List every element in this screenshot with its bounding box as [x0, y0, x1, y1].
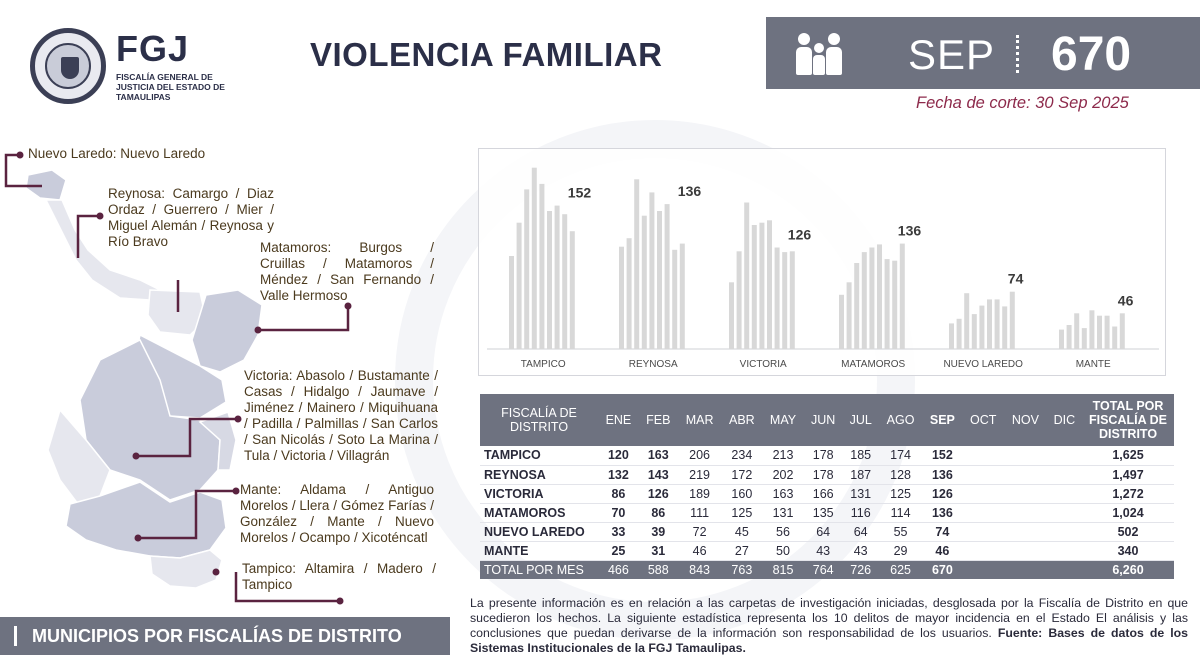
bar-reynosa-may [649, 192, 654, 349]
bar-mante-ene [1059, 330, 1064, 349]
data-label-nuevo-laredo: 74 [1007, 270, 1024, 287]
row-value-mar: 206 [689, 448, 711, 463]
row-value-jul: 116 [850, 505, 871, 520]
bar-reynosa-ene [619, 247, 624, 349]
row-value-may: 131 [772, 505, 794, 520]
row-value-mar: 189 [689, 486, 711, 501]
table-footer-row [480, 560, 1174, 579]
bar-matamoros-jun [877, 244, 882, 349]
bar-nuevo-laredo-may [979, 306, 984, 349]
row-value-may: 213 [772, 448, 794, 463]
header-month-may: MAY [769, 413, 797, 427]
bar-tampico-mar [524, 189, 529, 349]
fgj-logo [30, 28, 225, 108]
row-value-dic [1047, 503, 1082, 522]
bar-nuevo-laredo-abr [972, 314, 977, 349]
row-value-may: 815 [772, 562, 794, 577]
row-total: 1,272 [1112, 486, 1144, 501]
category-label-victoria: VICTORIA [739, 359, 787, 370]
bar-victoria-ago [782, 252, 787, 349]
row-value-jun: 135 [812, 505, 834, 520]
row-value-sep: 126 [931, 486, 953, 501]
table-row [480, 541, 1174, 560]
table-header-row [480, 394, 1174, 446]
header-month-sep: SEP [929, 413, 955, 427]
row-value-oct [962, 484, 1004, 503]
row-value-abr: 763 [731, 562, 753, 577]
row-value-jul: 43 [853, 543, 868, 558]
bar-reynosa-jul [665, 204, 670, 349]
row-value-mar: 46 [692, 543, 707, 558]
row-value-dic [1047, 522, 1082, 541]
kpi-divider [1016, 35, 1019, 73]
row-value-mar: 219 [689, 467, 711, 482]
family-icon [796, 31, 844, 77]
category-label-matamoros: MATAMOROS [841, 359, 906, 370]
bar-tampico-sep [570, 231, 575, 349]
bar-mante-jul [1105, 316, 1110, 349]
row-value-dic [1047, 465, 1082, 484]
bar-mante-abr [1082, 328, 1087, 349]
header-month-jul: JUL [849, 413, 872, 427]
region-label-nuevo-laredo: Nuevo Laredo: Nuevo Laredo [28, 146, 206, 161]
table-row [480, 465, 1174, 484]
header-fiscalia: FISCALÍA DE DISTRITO [501, 406, 577, 434]
row-value-feb: 31 [651, 543, 666, 558]
row-value-nov [1004, 503, 1047, 522]
bar-mante-sep [1120, 313, 1125, 349]
note-text: La presente información es en relación a las carpetas de investigación iniciadas, desglosada por la Fiscalía de Distrito en que sucedieron los hechos. La siguiente estadística representa los 10 delitos de mayor incidencia en el Estado El análisis y las conclusiones que puedan derivarse de la información son responsabilidad de los usuarios. [470, 596, 1188, 640]
row-total: 6,260 [1112, 562, 1144, 577]
bar-mante-feb [1067, 325, 1072, 349]
row-value-ene: 120 [607, 448, 629, 463]
row-value-feb: 588 [647, 562, 669, 577]
row-value-abr: 234 [731, 448, 753, 463]
data-label-reynosa: 136 [677, 183, 702, 200]
row-value-sep: 46 [935, 543, 950, 558]
row-value-jun: 178 [812, 448, 834, 463]
bar-victoria-sep [790, 251, 795, 349]
row-value-dic [1047, 560, 1082, 579]
bar-victoria-jul [775, 248, 780, 350]
row-value-ago: 29 [893, 543, 908, 558]
bar-matamoros-sep [900, 244, 905, 349]
bar-nuevo-laredo-sep [1010, 292, 1015, 349]
bar-nuevo-laredo-feb [957, 319, 962, 349]
bar-tampico-abr [532, 168, 537, 349]
header-month-mar: MAR [685, 413, 714, 427]
banner-accent-bar [14, 626, 17, 646]
row-value-ene: 33 [611, 524, 626, 539]
row-value-mar: 843 [689, 562, 711, 577]
table-row [480, 484, 1174, 503]
row-value-abr: 160 [731, 486, 753, 501]
row-value-nov [1004, 522, 1047, 541]
bar-reynosa-ago [672, 250, 677, 349]
bar-matamoros-may [869, 248, 874, 350]
table-row [480, 446, 1174, 465]
monthly-kpi-box [766, 17, 1200, 89]
row-value-may: 56 [776, 524, 790, 539]
header-month-dic: DIC [1053, 413, 1076, 427]
bar-matamoros-jul [885, 259, 890, 349]
bar-tampico-ene [509, 256, 514, 349]
header-month-ene: ENE [605, 413, 632, 427]
districts-banner [0, 617, 450, 655]
bar-mante-may [1089, 310, 1094, 349]
row-value-ene: 25 [611, 543, 626, 558]
header-month-ago: AGO [886, 413, 915, 427]
row-value-nov [1004, 484, 1047, 503]
bar-matamoros-ago [892, 261, 897, 349]
bar-tampico-ago [562, 214, 567, 349]
district-monthly-table [480, 394, 1174, 579]
data-label-matamoros: 136 [897, 222, 922, 239]
bar-matamoros-mar [854, 263, 859, 349]
header-month-abr: ABR [729, 413, 755, 427]
row-value-jul: 726 [850, 562, 872, 577]
row-value-ago: 128 [890, 467, 911, 482]
bar-victoria-ene [729, 282, 734, 349]
row-value-abr: 172 [731, 467, 753, 482]
bar-mante-mar [1074, 313, 1079, 349]
bar-tampico-feb [517, 223, 522, 349]
monthly-bar-chart [478, 148, 1166, 376]
bar-tampico-may [539, 184, 544, 349]
row-value-abr: 45 [734, 524, 749, 539]
bar-nuevo-laredo-jun [987, 299, 992, 349]
region-label-matamoros: Matamoros: Burgos / Cruillas / Matamoros / Méndez / San Fernando / Valle Hermoso [260, 240, 434, 303]
row-total: 1,625 [1112, 448, 1144, 463]
kpi-total: 670 [1051, 28, 1132, 81]
row-value-jun: 43 [816, 543, 831, 558]
bar-mante-ago [1112, 327, 1117, 350]
region-label-victoria: Victoria: Abasolo / Bustamante / Casas / Hidalgo / Jaumave / Jiménez / Mainero / Miquihuana / Padilla / Palmillas / San Carlos / San Nicolás / Soto La Marina / Tula / Victoria / Villagrán [244, 368, 438, 463]
region-label-mante: Mante: Aldama / Antiguo Morelos / Llera / Gómez Farías / González / Mante / Nuevo Morelos / Ocampo / Xicoténcatl [240, 482, 434, 545]
bar-tampico-jul [555, 206, 560, 349]
banner-text: MUNICIPIOS POR FISCALÍAS DE DISTRITO [32, 626, 402, 646]
row-district-name: TAMPICO [484, 448, 541, 463]
row-value-may: 50 [776, 543, 790, 558]
bar-reynosa-mar [634, 179, 639, 349]
data-label-victoria: 126 [787, 226, 812, 243]
bar-victoria-abr [752, 225, 757, 349]
row-value-oct [962, 522, 1004, 541]
row-total: 1,024 [1112, 505, 1144, 520]
row-value-oct [962, 465, 1004, 484]
row-total: 502 [1117, 524, 1139, 539]
bar-victoria-jun [767, 220, 772, 349]
category-label-mante: MANTE [1075, 359, 1111, 370]
row-value-ago: 174 [890, 448, 911, 463]
row-value-oct [962, 503, 1004, 522]
category-label-nuevo-laredo: NUEVO LAREDO [943, 359, 1023, 370]
bar-victoria-feb [737, 251, 742, 349]
row-value-may: 202 [772, 467, 794, 482]
region-label-tampico: Tampico: Altamira / Madero / Tampico [242, 561, 436, 592]
bar-matamoros-abr [862, 252, 867, 349]
bar-reynosa-feb [627, 238, 632, 349]
bar-nuevo-laredo-mar [964, 293, 969, 349]
bar-victoria-may [759, 223, 764, 349]
row-value-jul: 187 [850, 467, 872, 482]
bar-nuevo-laredo-jul [995, 299, 1000, 349]
bar-reynosa-sep [680, 244, 685, 349]
header-month-oct: OCT [970, 413, 997, 427]
row-value-sep: 136 [931, 505, 953, 520]
row-district-name: REYNOSA [484, 467, 546, 482]
bar-victoria-mar [744, 203, 749, 350]
row-district-name: MANTE [484, 543, 529, 558]
header-month-nov: NOV [1011, 413, 1039, 427]
header-month-jun: JUN [811, 413, 836, 427]
row-value-nov [1004, 465, 1047, 484]
row-value-dic [1047, 484, 1082, 503]
bar-reynosa-jun [657, 211, 662, 349]
row-value-may: 163 [772, 486, 794, 501]
category-label-reynosa: REYNOSA [628, 359, 678, 370]
methodology-note [470, 596, 1188, 656]
data-label-mante: 46 [1117, 292, 1134, 309]
row-value-ago: 55 [893, 524, 908, 539]
row-value-jun: 764 [812, 562, 834, 577]
row-value-nov [1004, 560, 1047, 579]
category-label-tampico: TAMPICO [520, 359, 566, 370]
row-value-oct [962, 560, 1004, 579]
chart-svg [479, 149, 1167, 377]
bar-reynosa-abr [642, 216, 647, 349]
row-value-feb: 163 [647, 448, 669, 463]
row-value-mar: 111 [690, 505, 710, 520]
row-value-ene: 132 [607, 467, 629, 482]
tamaulipas-district-map [0, 140, 470, 620]
row-value-dic [1047, 541, 1082, 560]
row-value-sep: 74 [935, 524, 950, 539]
logo-institution-name: FISCALÍA GENERAL DE JUSTICIA DEL ESTADO DE TAMAULIPAS [116, 72, 225, 102]
bar-tampico-jun [547, 211, 552, 349]
row-value-nov [1004, 446, 1047, 465]
row-value-feb: 86 [651, 505, 666, 520]
row-value-sep: 670 [931, 562, 953, 577]
row-value-ago: 125 [890, 486, 911, 501]
row-value-jul: 64 [853, 524, 868, 539]
row-value-ene: 70 [611, 505, 626, 520]
note-source: Fuente: Bases de datos de los Sistemas Institucionales de la FGJ Tamaulipas. [470, 626, 1189, 655]
row-value-oct [962, 541, 1004, 560]
bar-matamoros-ene [839, 295, 844, 349]
row-value-jun: 178 [812, 467, 834, 482]
row-value-dic [1047, 446, 1082, 465]
logo-acronym: FGJ [116, 28, 190, 69]
row-value-jun: 64 [816, 524, 831, 539]
row-value-abr: 125 [731, 505, 753, 520]
row-value-ago: 625 [890, 562, 911, 577]
header-total: TOTAL POR FISCALÍA DE DISTRITO [1088, 399, 1167, 441]
row-value-ene: 466 [607, 562, 629, 577]
row-value-sep: 152 [931, 448, 953, 463]
bar-nuevo-laredo-ene [949, 323, 954, 349]
row-district-name: MATAMOROS [484, 505, 566, 520]
data-label-tampico: 152 [567, 184, 592, 201]
header-month-feb: FEB [646, 413, 671, 427]
row-value-sep: 136 [931, 467, 953, 482]
bar-nuevo-laredo-ago [1002, 306, 1007, 349]
row-value-jul: 185 [850, 448, 872, 463]
page-title: VIOLENCIA FAMILIAR [310, 36, 663, 73]
row-value-ago: 114 [890, 505, 911, 520]
row-value-feb: 143 [647, 467, 669, 482]
row-value-jun: 166 [812, 486, 834, 501]
bar-mante-jun [1097, 316, 1102, 349]
row-value-abr: 27 [734, 543, 749, 558]
row-value-mar: 72 [692, 524, 707, 539]
bar-matamoros-feb [847, 282, 852, 349]
row-district-name: NUEVO LAREDO [484, 524, 585, 539]
row-value-nov [1004, 541, 1047, 560]
row-district-name: TOTAL POR MES [484, 562, 584, 577]
row-value-oct [962, 446, 1004, 465]
table-row [480, 503, 1174, 522]
kpi-month: SEP [908, 31, 996, 78]
region-label-reynosa: Reynosa: Camargo / Diaz Ordaz / Guerrero / Mier / Miguel Alemán / Reynosa y Río Bravo [108, 186, 274, 249]
row-total: 340 [1117, 543, 1139, 558]
row-value-feb: 39 [651, 524, 666, 539]
row-value-feb: 126 [647, 486, 669, 501]
row-district-name: VICTORIA [484, 486, 544, 501]
row-total: 1,497 [1112, 467, 1144, 482]
cut-date: Fecha de corte: 30 Sep 2025 [916, 94, 1129, 112]
row-value-ene: 86 [611, 486, 626, 501]
state-seal-icon [30, 28, 106, 104]
table-row [480, 522, 1174, 541]
row-value-jul: 131 [850, 486, 872, 501]
